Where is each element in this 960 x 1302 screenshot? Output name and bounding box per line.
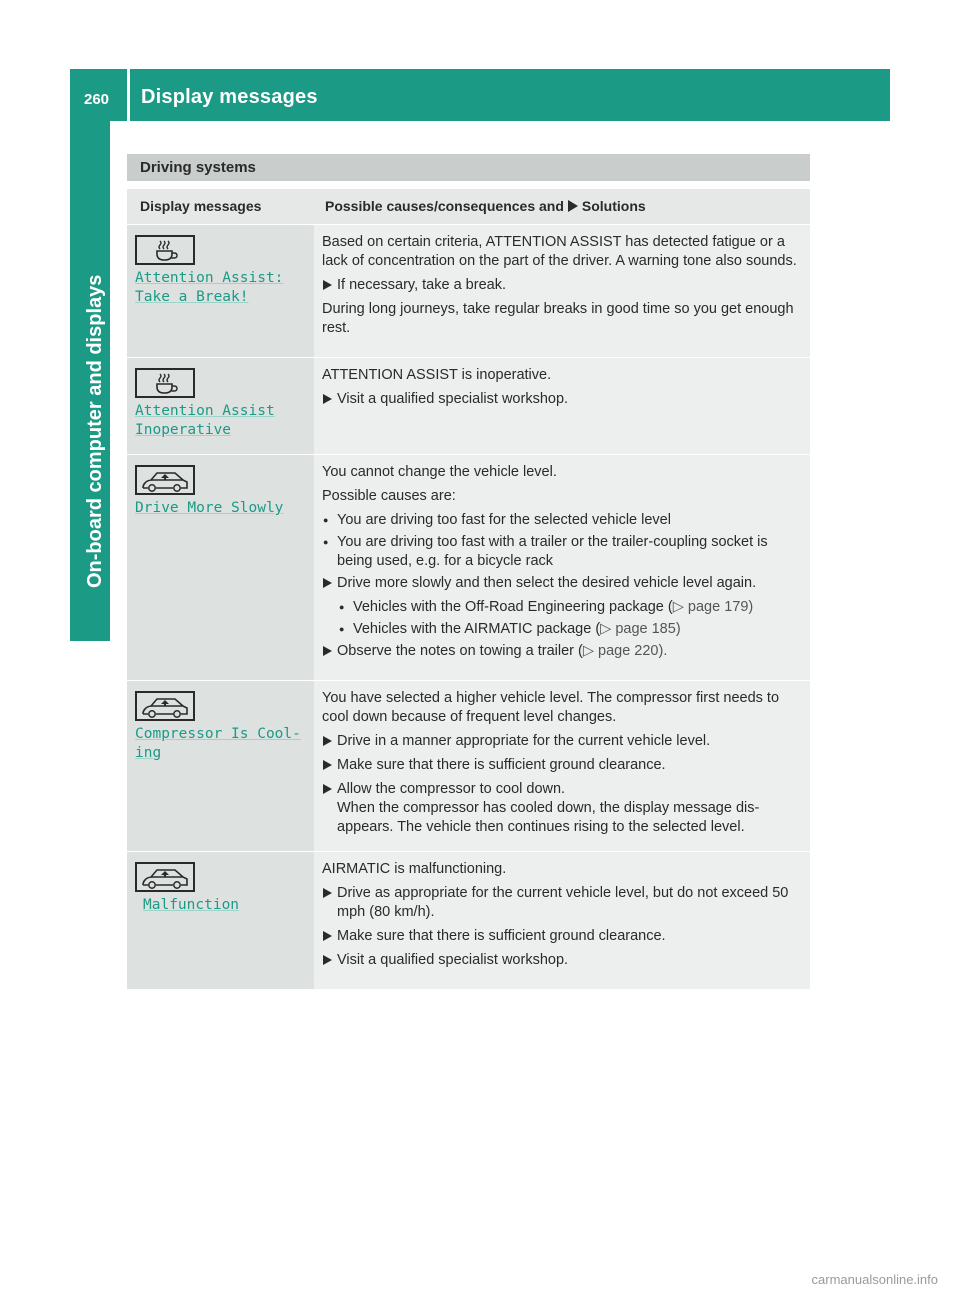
col-header-messages [127, 189, 314, 225]
coffee-cup-icon [135, 235, 195, 265]
vehicle-level-icon [135, 862, 195, 892]
table-row [127, 358, 810, 455]
page-ref-link[interactable]: ▷ page 179) [672, 599, 754, 615]
cause-text: Based on certain criteria, ATTENTION ASSIST has detected fatigue or a lack of concentration on the part of the driver. A warning tone also sounds. [322, 234, 797, 269]
bullet-item [338, 620, 802, 639]
col-header-solutions-text: Solutions [581, 198, 646, 214]
solution-cell [314, 852, 810, 990]
page-ref-link[interactable]: ▷ page 185) [600, 621, 681, 637]
action-step: Drive more slowly and then select the desired vehicle level again. [322, 574, 802, 593]
side-tab-label: On-board computer and displays [84, 274, 106, 588]
solution-cell [314, 681, 810, 852]
action-step: Allow the compressor to cool down. [322, 780, 802, 799]
message-text-line: Take a Break! [135, 289, 249, 305]
action-step: Visit a qualified specialist workshop. [322, 951, 802, 970]
note-text: During long journeys, take regular breaks in good time so you get enough rest. [322, 301, 794, 336]
section-title-text: Driving systems [140, 159, 256, 176]
vehicle-level-icon [135, 691, 195, 721]
cause-text: ATTENTION ASSIST is inoperative. [322, 367, 552, 383]
table-row [127, 225, 810, 358]
col-header-messages-text: Display messages [140, 198, 262, 214]
table-row [127, 852, 810, 990]
action-text: Observe the notes on towing a trailer ( [337, 643, 583, 659]
chapter-title: Display messages [141, 86, 318, 108]
page-header [70, 69, 890, 121]
bullet-text: Vehicles with the AIRMATIC package ( [353, 621, 601, 637]
bullet-item: ● You are driving too fast for the selected vehicle level [322, 511, 802, 530]
display-messages-table [127, 189, 810, 989]
table-row [127, 455, 810, 681]
message-cell [127, 681, 314, 852]
solution-cell [314, 225, 810, 358]
bullet-text: Vehicles with the Off-Road Engineering package ( [353, 599, 673, 615]
action-step-continuation: When the compressor has cooled down, the display message dis‐ appears. The vehicle then continues rising to the selected level. [337, 800, 760, 835]
action-step: Drive as appropriate for the current vehicle level, but do not exceed 50 mph (80 km/h). [322, 884, 802, 922]
message-cell [127, 852, 314, 990]
solution-cell [314, 455, 810, 681]
message-cell [127, 455, 314, 681]
table-header-row [127, 189, 810, 225]
table-row [127, 681, 810, 852]
message-cell [127, 358, 314, 455]
message-cell [127, 225, 314, 358]
action-step: If necessary, take a break. [322, 276, 802, 295]
message-text-line: Malfunction [143, 897, 240, 913]
message-text-line: Drive More Slowly [135, 500, 284, 516]
solution-cell [314, 358, 810, 455]
action-step: Drive in a manner appropriate for the current vehicle level. [322, 732, 802, 751]
coffee-cup-icon [135, 368, 195, 398]
message-text-line: ing [135, 745, 162, 761]
action-step: Visit a qualified specialist workshop. [322, 390, 802, 409]
message-text-line: Compressor Is Cool‐ [135, 726, 301, 742]
action-step [322, 642, 802, 661]
watermark: carmanualsonline.info [811, 1272, 938, 1287]
page-number: 260 [84, 91, 110, 108]
bullet-item: ● You are driving too fast with a trailer or the trailer-coupling socket is being used, e.g. for a bicycle rack [322, 533, 802, 571]
cause-text: You have selected a higher vehicle level. The compressor first needs to cool down because of frequent level changes. [322, 690, 780, 725]
header-divider [127, 69, 130, 121]
message-text-line: Inoperative [135, 422, 232, 438]
message-text-line: Attention Assist: [135, 270, 284, 286]
message-text-line: Attention Assist [135, 403, 275, 419]
action-step: Make sure that there is sufficient ground clearance. [322, 756, 802, 775]
cause-text: Possible causes are: [322, 488, 456, 504]
action-step: Make sure that there is sufficient ground clearance. [322, 927, 802, 946]
action-arrow-icon [568, 200, 578, 212]
col-header-solutions [314, 189, 810, 225]
cause-text: You cannot change the vehicle level. [322, 464, 557, 480]
section-title [127, 154, 810, 181]
col-header-causes-text: Possible causes/consequences and [325, 198, 564, 214]
page-ref-link[interactable]: ▷ page 220). [582, 643, 668, 659]
bullet-item [338, 598, 802, 617]
vehicle-level-icon [135, 465, 195, 495]
cause-text: AIRMATIC is malfunctioning. [322, 861, 507, 877]
